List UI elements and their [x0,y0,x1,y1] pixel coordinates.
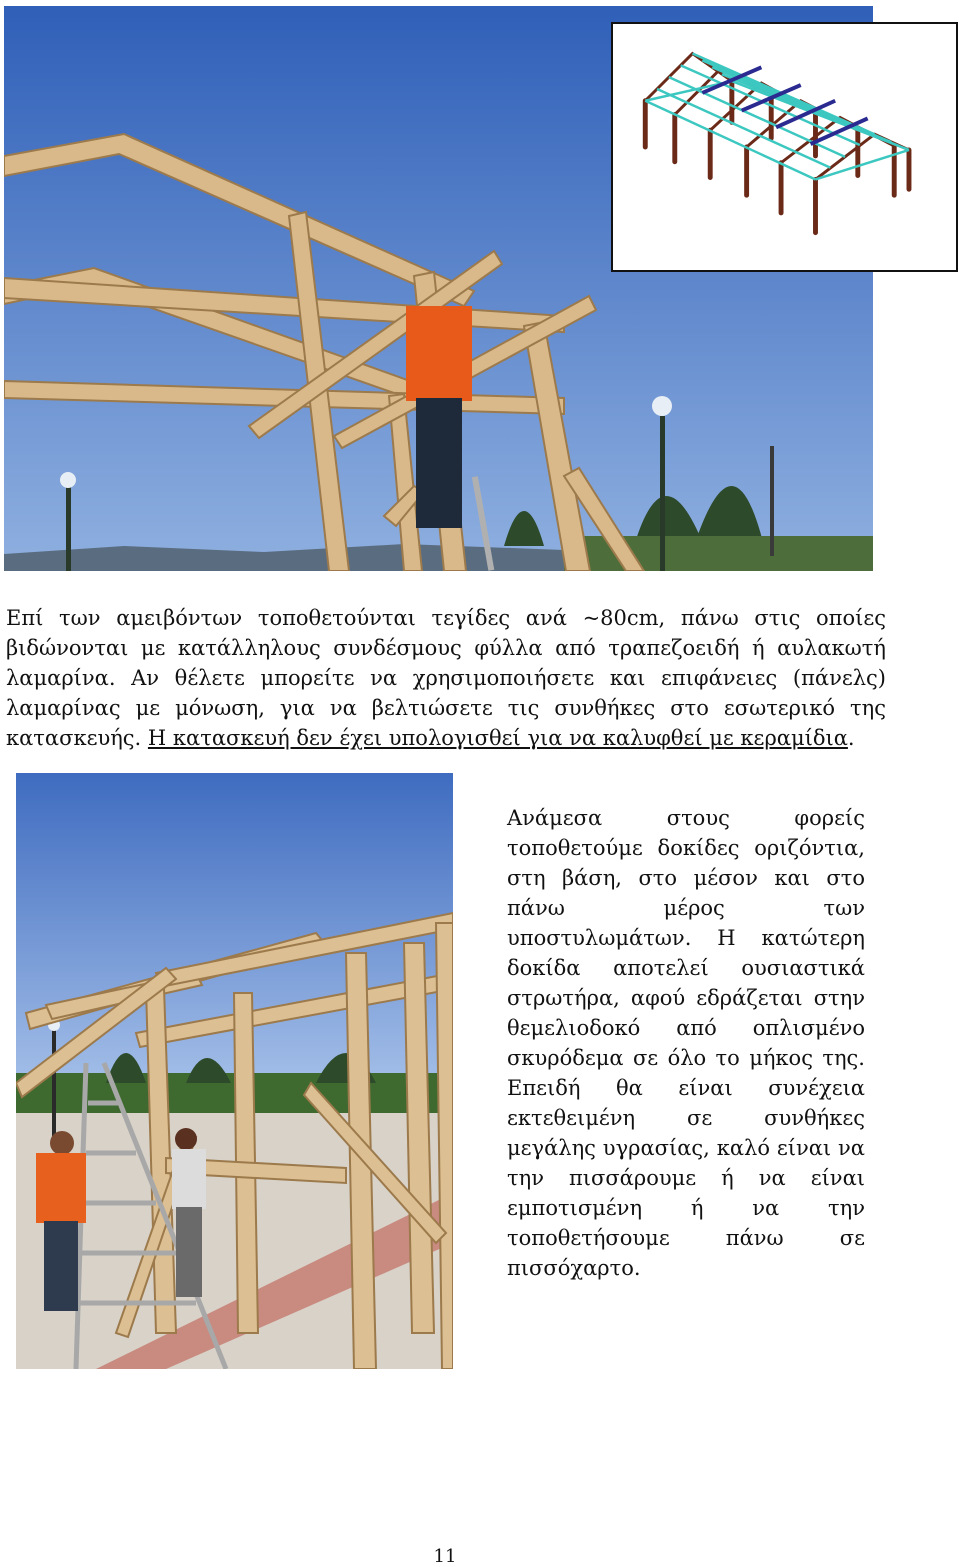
paragraph-roofing-text: Επί των αμειβόντων τοποθετούνται τεγίδες ανά ~80cm, πάνω στις οποίες βιδώνονται με κατάλληλους συνδέσμους φύλλα από τραπεζοειδή ή αυλακωτή λαμαρίνα. Αν θέλετε μπορείτε να χρησιμοποιήσετε και επιφάνειες (πάνελς) λαμαρίνας με μόνωση, για να βελτιώσετε τις συνθήκες στο εσωτερικό της κατασκευής. [6,606,886,750]
page-number: 11 [433,1546,457,1567]
paragraph-roofing-end: . [847,726,855,750]
construction-photo-bottom [16,773,453,1369]
structure-3d-diagram [611,22,958,272]
paragraph-roofing [6,603,886,753]
paragraph-roofing-underlined: Η κατασκευή δεν έχει υπολογισθεί για να καλυφθεί με κεραμίδια [147,726,848,750]
paragraph-horizontal-beams: Ανάμεσα στους φορείς τοποθετούμε δοκίδες οριζόντια, στη βάση, στο μέσον και στο πάνω μέρος των υποστυλωμάτων. Η κατώτερη δοκίδα αποτελεί ουσιαστικά στρωτήρα, αφού εδράζεται στην θεμελιοδοκό από οπλισμένο σκυρόδεμα σε όλο το μήκος της. Επειδή θα είναι συνέχεια εκτεθειμένη σε συνθήκες μεγάλης υγρασίας, καλό είναι να την πισσάρουμε ή να είναι εμποτισμένη ή να την τοποθετήσουμε πάνω σε πισσόχαρτο. [507,806,865,1280]
